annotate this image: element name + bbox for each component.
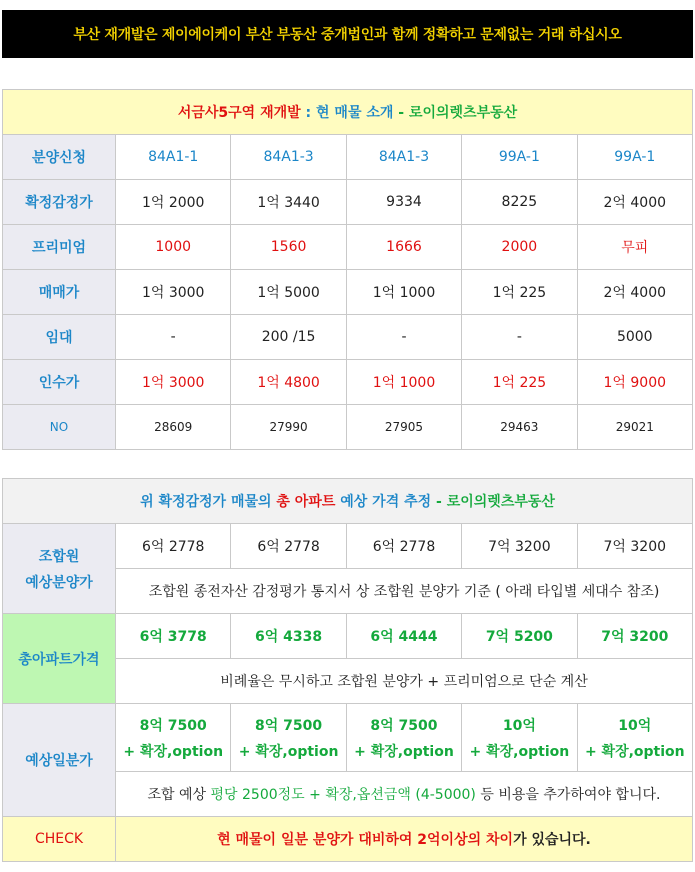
cell: 1억 9000: [577, 360, 692, 405]
label-line: 조합원: [38, 548, 80, 565]
price: 10억: [618, 717, 652, 734]
cell: 1억 3440: [231, 180, 346, 225]
member-price-label: [3, 524, 116, 614]
cell: 27990: [231, 405, 346, 450]
cell: [231, 704, 346, 772]
title-location: 서금사5구역 재개발: [177, 105, 301, 121]
cell: 1억 5000: [231, 270, 346, 315]
cell: 7억 5200: [462, 614, 577, 659]
general-note: [116, 772, 693, 817]
row-total-price: [3, 614, 693, 659]
cell: 1000: [116, 225, 231, 270]
cell: 1억 4800: [231, 360, 346, 405]
cell: 7억 3200: [577, 524, 692, 569]
cell: 2억 4000: [577, 270, 692, 315]
price: 8억 7500: [255, 717, 323, 734]
row-check: [3, 817, 693, 862]
cell: 9334: [346, 180, 461, 225]
cell: 1560: [231, 225, 346, 270]
row-listing-number: [3, 405, 693, 450]
cell: 무피: [577, 225, 692, 270]
cell: 1억 2000: [116, 180, 231, 225]
cell: 200 /15: [231, 315, 346, 360]
cell: 1억 3000: [116, 360, 231, 405]
cell: -: [462, 315, 577, 360]
cell: 5000: [577, 315, 692, 360]
cell: 8225: [462, 180, 577, 225]
title-agency: - 로이의렛츠부동산: [431, 494, 555, 510]
row-label: 분양신청: [3, 135, 116, 180]
row-label: 프리미엄: [3, 225, 116, 270]
cell: 29463: [462, 405, 577, 450]
cell: -: [346, 315, 461, 360]
cell: 1억 1000: [346, 360, 461, 405]
cell: 6억 2778: [346, 524, 461, 569]
row-acquisition-cost: [3, 360, 693, 405]
total-price-label: 총아파트가격: [3, 614, 116, 704]
cell: 7억 3200: [462, 524, 577, 569]
extra: + 확장,option: [584, 743, 685, 760]
cell: [462, 704, 577, 772]
row-appraisal: [3, 180, 693, 225]
cell: 99A-1: [462, 135, 577, 180]
cell: 6억 2778: [116, 524, 231, 569]
title-agency: - 로이의렛츠부동산: [393, 105, 518, 121]
cell: 29021: [577, 405, 692, 450]
cell: 6억 4444: [346, 614, 461, 659]
cell: 99A-1: [577, 135, 692, 180]
general-price-label: 예상일분가: [3, 704, 116, 817]
note-part: 조합 예상: [147, 787, 211, 803]
row-label: 임대: [3, 315, 116, 360]
extra: + 확장,option: [238, 743, 339, 760]
cell: 6억 4338: [231, 614, 346, 659]
cell: 1억 225: [462, 270, 577, 315]
row-sale-price: [3, 270, 693, 315]
estimate-table-title: [3, 479, 693, 524]
cell: 84A1-1: [116, 135, 231, 180]
check-highlight: 현 매물이 일분 분양가 대비하여 2억이상의 차이: [217, 832, 514, 848]
price: 10억: [502, 717, 536, 734]
price: 8억 7500: [370, 717, 438, 734]
cell: -: [116, 315, 231, 360]
cell: 84A1-3: [231, 135, 346, 180]
check-label: CHECK: [3, 817, 116, 862]
cell: 28609: [116, 405, 231, 450]
title-part: 총 아파트: [276, 494, 336, 510]
cell: 1억 3000: [116, 270, 231, 315]
extra: + 확장,option: [354, 743, 454, 760]
price: 8억 7500: [139, 717, 207, 734]
check-tail: 가 있습니다.: [513, 832, 591, 848]
label-line: 예상분양가: [25, 574, 93, 591]
cell: 1억 225: [462, 360, 577, 405]
row-label: NO: [3, 405, 116, 450]
title-part: 예상 가격 추정: [335, 494, 432, 510]
title-listing: 현 매물 소개: [316, 105, 394, 121]
cell: [116, 704, 231, 772]
listing-table: [2, 89, 693, 450]
cell: 27905: [346, 405, 461, 450]
cell: 1666: [346, 225, 461, 270]
cell: 7억 3200: [577, 614, 692, 659]
extra: + 확장,option: [123, 743, 224, 760]
cell: 6억 3778: [116, 614, 231, 659]
cell: 84A1-3: [346, 135, 461, 180]
top-banner: 부산 재개발은 제이에이케이 부산 부동산 중개법인과 함께 정확하고 문제없는 거래 하십시오: [2, 10, 693, 58]
row-member-price: [3, 524, 693, 569]
row-label: 확정감정가: [3, 180, 116, 225]
total-note: 비례율은 무시하고 조합원 분양가 + 프리미엄으로 단순 계산: [116, 659, 693, 704]
extra: + 확장,option: [469, 743, 570, 760]
row-label: 매매가: [3, 270, 116, 315]
estimate-table: [2, 478, 693, 862]
cell: 6억 2778: [231, 524, 346, 569]
cell: [577, 704, 692, 772]
member-note: 조합원 종전자산 감정평가 통지서 상 조합원 분양가 기준 ( 아래 타입별 세대수 참조): [116, 569, 693, 614]
check-note: [116, 817, 693, 862]
title-colon: :: [300, 105, 317, 121]
cell: 2억 4000: [577, 180, 692, 225]
row-general-price: [3, 704, 693, 772]
cell: [346, 704, 461, 772]
note-highlight: 평당 2500정도 + 확장,옵션금액 (4-5000): [210, 787, 476, 803]
cell: 2000: [462, 225, 577, 270]
row-lease: [3, 315, 693, 360]
title-part: 위 확정감정가 매물의: [140, 494, 277, 510]
row-premium: [3, 225, 693, 270]
listing-table-title: [3, 90, 693, 135]
cell: 1억 1000: [346, 270, 461, 315]
note-part: 등 비용을 추가하여야 합니다.: [475, 787, 661, 803]
row-application-type: [3, 135, 693, 180]
row-label: 인수가: [3, 360, 116, 405]
